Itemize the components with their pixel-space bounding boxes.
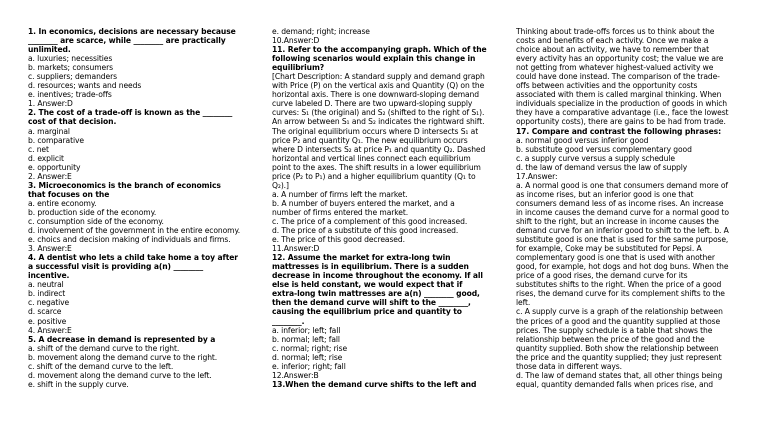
text-line: e. choics and decision making of individuals and firms. (28, 235, 231, 245)
text-line: An arrow between S₁ and S₂ indicates the rightward shift. (272, 117, 485, 127)
text-line: 10.Answer:D (272, 36, 320, 46)
text-line: e. The price of this good decreased. (272, 235, 405, 245)
question-text-line: ________ are scarce, while ________ are practically (28, 36, 226, 46)
text-line: substitutes shifts to the right. When the price of a good (516, 280, 722, 290)
text-line: curves: S₁ (the original) and S₂ (shifted to the right of S₁). (272, 108, 485, 118)
text-line: c. normal; right; rise (272, 343, 348, 353)
text-line: where D intersects S₂ at price P₁ and quantity Q₂. Dashed (272, 144, 486, 154)
text-line: with Price (P) on the vertical axis and Quantity (Q) on the (272, 81, 485, 91)
text-line: b. markets; consumers (28, 63, 113, 73)
text-line: e. positive (28, 316, 67, 326)
text-line: a. marginal (28, 126, 70, 136)
text-line: b. movement along the demand curve to the right. (28, 352, 218, 362)
text-line: 1. Answer:D (28, 99, 73, 109)
text-line: costs and benefits of each activity. Once we make a (516, 36, 709, 46)
text-line: a. A number of firms left the market. (272, 189, 408, 199)
text-line: [Chart Description: A standard supply and demand graph (272, 72, 485, 82)
text-line: point to the axes. The shift results in a lower equilibrium (272, 162, 481, 172)
text-column-middle (272, 27, 512, 441)
text-line: Thinking about trade-offs forces us to think about the (516, 27, 715, 36)
text-line: b. comparative (28, 135, 84, 145)
text-line: associated with them is called marginal thinking. When (516, 90, 722, 100)
text-line: a. A normal good is one that consumers demand more of (516, 180, 728, 190)
text-line: shift to the right, but an increase in income causes the (516, 216, 719, 226)
question-text-line: mattresses is in equilibrium. There is a sudden (272, 262, 469, 272)
text-line: d. The law of demand states that, all other things being (516, 370, 723, 380)
text-line: e. demand; right; increase (272, 27, 370, 36)
text-line: c. negative (28, 298, 70, 308)
text-line: complementary good is one that is used with another (516, 253, 715, 263)
text-line: prices. The supply schedule is a table that shows the (516, 325, 713, 335)
text-line: b. indirect (28, 289, 66, 299)
text-line: number of firms entered the market. (272, 207, 409, 217)
question-text-line: cost of that decision. (28, 117, 117, 127)
text-line: choice about an activity, we have to remember that (516, 45, 709, 55)
text-line: individuals specialize in the production of goods in which (516, 99, 727, 109)
text-line: c. shift of the demand curve to the left. (28, 361, 174, 371)
text-line: d. resources; wants and needs (28, 81, 142, 91)
text-line: c. A supply curve is a graph of the relationship between (516, 307, 723, 317)
question-text-line: ________. (272, 316, 305, 326)
text-line: substitute good is one that is used for the same purpose, (516, 235, 729, 245)
text-line: equal, quantity demanded falls when prices rise, and (516, 379, 713, 389)
text-line: good, for example, hot dogs and hot dog buns. When the (516, 262, 729, 272)
text-line: every activity has an opportunity cost; the value we are (516, 54, 724, 64)
question-text-line: extra-long twin mattresses are a(n) ________ good, (272, 289, 480, 299)
text-line: 12.Answer:B (272, 370, 319, 380)
text-line: those data in different ways. (516, 361, 622, 371)
text-line: e. shift in the supply curve. (28, 379, 129, 389)
text-line: in income causes the demand curve for a normal good to (516, 207, 729, 217)
text-line: Q₂).] (272, 180, 289, 190)
text-line: d. the law of demand versus the law of supply (516, 162, 688, 172)
question-text-line: 3. Microeconomics is the branch of economics (28, 180, 221, 190)
text-line: c. consumption side of the economy. (28, 216, 164, 226)
text-line: c. suppliers; demanders (28, 72, 117, 82)
text-line: The original equilibrium occurs where D intersects S₁ at (272, 126, 479, 136)
question-text-line: 17. Compare and contrast the following phrases: (516, 126, 722, 136)
text-line: 3. Answer:E (28, 244, 72, 254)
text-line: left. (516, 298, 531, 308)
question-text-line: else is held constant, we would expect that if (272, 280, 463, 290)
text-line: e. inentives; trade-offs (28, 90, 112, 100)
question-text-line: that focuses on the (28, 189, 110, 199)
text-line: as income rises, but an inferior good is one that (516, 189, 694, 199)
text-line: price of a good rises, the demand curve for its (516, 271, 688, 281)
text-line: price P₂ and quantity Q₁. The new equilibrium occurs (272, 135, 468, 145)
question-text-line: 11. Refer to the accompanying graph. Which of the (272, 45, 487, 55)
text-line: horizontal axis. There is one downward-sloping demand (272, 90, 479, 100)
text-line: offs between activities and the opportunity costs (516, 81, 698, 91)
text-line: opportunity costs), there are gains to be had from trade. (516, 117, 726, 127)
text-line: d. involvement of the government in the entire economy. (28, 226, 241, 236)
question-text-line: incentive. (28, 271, 70, 281)
text-line: 4. Answer:E (28, 325, 72, 335)
text-line: d. explicit (28, 153, 64, 163)
question-text-line: 4. A dentist who lets a child take home a toy after (28, 253, 238, 263)
text-line: 11.Answer:D (272, 244, 320, 254)
text-line: b. substitute good versus complementary good (516, 144, 692, 154)
text-line: c. The price of a complement of this good increased. (272, 216, 468, 226)
text-line: relationship between the price of the good and the (516, 334, 705, 344)
text-line: curve labeled D. There are two upward-sloping supply (272, 99, 473, 109)
text-line: a. shift of the demand curve to the right. (28, 343, 180, 353)
text-line: a. neutral (28, 280, 64, 290)
text-line: b. normal; left; fall (272, 334, 340, 344)
question-text-line: 12. Assume the market for extra-long twin (272, 253, 451, 263)
text-line: d. normal; left; rise (272, 352, 343, 362)
question-text-line: causing the equilibrium price and quantity to (272, 307, 462, 317)
text-line: 2. Answer:E (28, 171, 72, 181)
text-line: 17.Answer: (516, 171, 558, 181)
text-line: c. net (28, 144, 49, 154)
question-text-line: 2. The cost of a trade-off is known as the ________ (28, 108, 233, 118)
text-line: horizontal and vertical lines connect each equilibrium (272, 153, 471, 163)
text-line: a. entire economy. (28, 198, 97, 208)
text-line: d. scarce (28, 307, 62, 317)
text-line: e. opportunity (28, 162, 81, 172)
question-text-line: then the demand curve will shift to the ________, (272, 298, 471, 308)
question-text-line: equilibrium? (272, 63, 325, 73)
text-line: a. luxuries; necessities (28, 54, 113, 64)
text-column-left (28, 27, 268, 441)
text-column-right (516, 27, 762, 441)
text-line: rises, the demand curve for its complement shifts to the (516, 289, 725, 299)
text-line: d. The price of a substitute of this good increased. (272, 226, 459, 236)
text-line: e. inferior; right; fall (272, 361, 346, 371)
text-line: for example, Coke may be substituted for Pepsi. A (516, 244, 702, 254)
text-line: demand curve for an inferior good to shift to the left. b. A (516, 226, 729, 236)
question-text-line: decrease in income throughout the economy. If all (272, 271, 483, 281)
question-text-line: 5. A decrease in demand is represented by a (28, 334, 216, 344)
text-line: price (P₂ to P₁) and a higher equilibrium quantity (Q₁ to (272, 171, 476, 181)
text-line: d. movement along the demand curve to the left. (28, 370, 212, 380)
text-line: c. a supply curve versus a supply schedule (516, 153, 675, 163)
text-line: the price and the quantity supplied; they just represent (516, 352, 722, 362)
question-text-line: 13.When the demand curve shifts to the left and (272, 379, 477, 389)
text-line: quantity supplied. Both show the relationship between (516, 343, 719, 353)
text-line: they have a comparative advantage (i.e., face the lowest (516, 108, 729, 118)
text-line: a. inferior; left; fall (272, 325, 341, 335)
text-line: the prices of a good and the quantity supplied at those (516, 316, 721, 326)
text-line: consumers demand less of as income rises. An increase (516, 198, 724, 208)
text-line: a. normal good versus inferior good (516, 135, 649, 145)
text-line: not getting from whatever highest-valued activity we (516, 63, 714, 73)
text-line: b. A number of buyers entered the market, and a (272, 198, 455, 208)
question-text-line: a successful visit is providing a(n) ________ (28, 262, 204, 272)
question-text-line: following scenarios would explain this change in (272, 54, 476, 64)
question-text-line: 1. In economics, decisions are necessary because (28, 27, 236, 36)
text-line: b. production side of the economy. (28, 207, 157, 217)
question-text-line: unlimited. (28, 45, 71, 55)
text-line: could have done instead. The comparison of the trade- (516, 72, 720, 82)
